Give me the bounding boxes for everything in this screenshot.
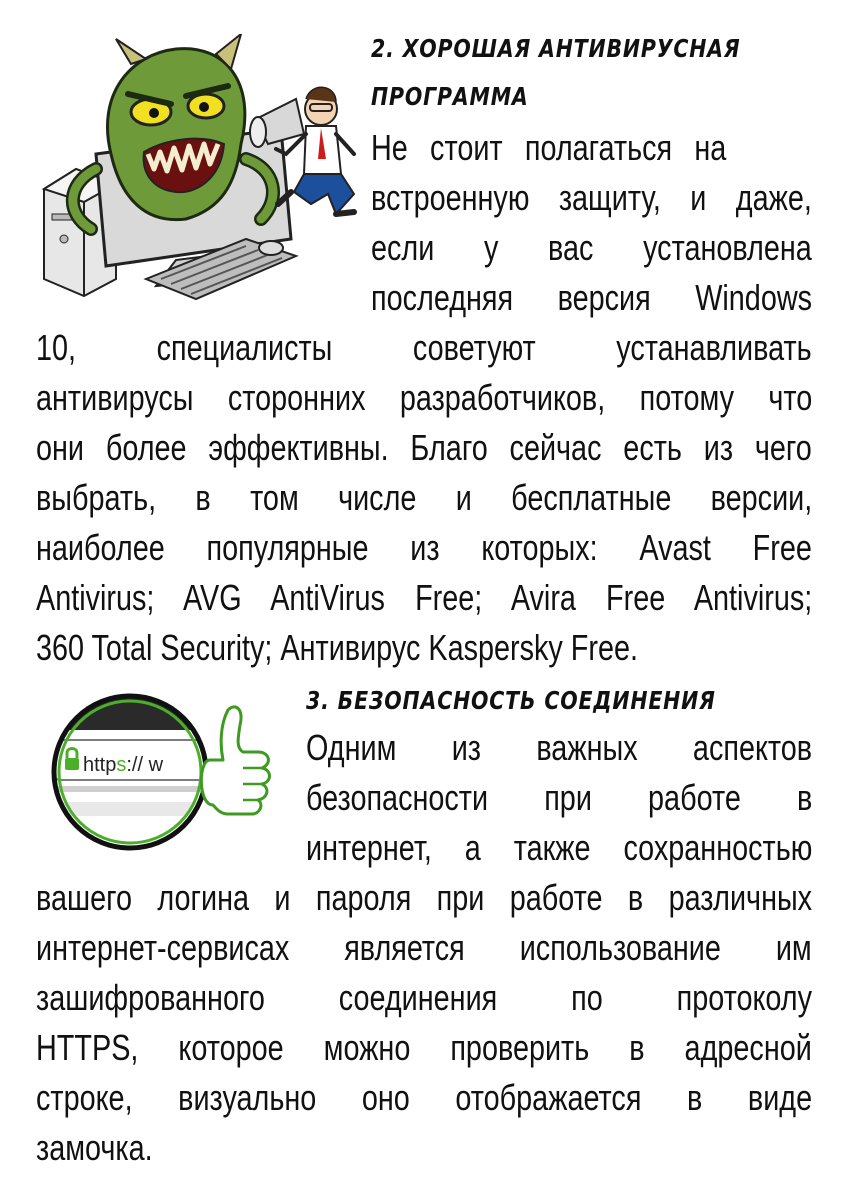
body-text-line: выбрать, в том числе и бесплатные версии, — [36, 477, 813, 518]
url-protocol-text: http — [83, 754, 117, 776]
body-text-line: замочка. — [36, 1127, 153, 1168]
body-text-line: безопасности при работе в — [306, 777, 813, 818]
body-text-line: вашего логина и пароля при работе в различных — [36, 877, 813, 918]
body-text-line: они более эффективны. Благо сейчас есть из чего — [36, 427, 812, 468]
body-text-line: последняя версия Windows — [371, 277, 813, 318]
body-text-line: антивирусы сторонних разработчиков, потому что — [36, 377, 813, 418]
https-padlock-illustration — [48, 690, 278, 855]
url-separator: :// — [126, 754, 144, 776]
body-text-line: 10, специалисты советуют устанавливать — [36, 327, 812, 368]
thumbs-up-icon — [201, 707, 269, 814]
virus-monster-illustration — [36, 34, 366, 304]
body-text-line: интернет-сервисах является использование им — [36, 927, 812, 968]
section-heading-continued: ПРОГРАММА — [371, 82, 529, 111]
section-heading: 2. ХОРОШАЯ АНТИВИРУСНАЯ — [371, 34, 741, 63]
body-text-line: Antivirus; AVG AntiVirus Free; Avira Free Antivirus; — [36, 577, 813, 618]
body-text-line: интернет, а также сохранностью — [306, 827, 813, 868]
section-heading: 3. БЕЗОПАСНОСТЬ СОЕДИНЕНИЯ — [306, 686, 716, 715]
body-text-line: 360 Total Security; Антивирус Kaspersky Free. — [36, 627, 639, 668]
svg-text:https:// w — [83, 754, 164, 776]
url-partial: w — [148, 754, 164, 776]
body-text-line: встроенную защиту, и даже, — [371, 177, 812, 218]
body-text-line: HTTPS, которое можно проверить в адресной — [36, 1027, 812, 1068]
url-secure-letter: s — [116, 754, 127, 776]
body-text-line: строке, визуально оно отображается в виде — [36, 1077, 813, 1118]
line-text: Не стоит полагаться на — [371, 127, 727, 168]
body-text-line: Одним из важных аспектов — [306, 727, 813, 768]
body-text-line — [371, 128, 726, 172]
body-text-line: наиболее популярные из которых: Avast Free — [36, 527, 812, 568]
body-text-line: если у вас установлена — [371, 227, 812, 268]
body-text-line: зашифрованного соединения по протоколу — [36, 977, 812, 1018]
